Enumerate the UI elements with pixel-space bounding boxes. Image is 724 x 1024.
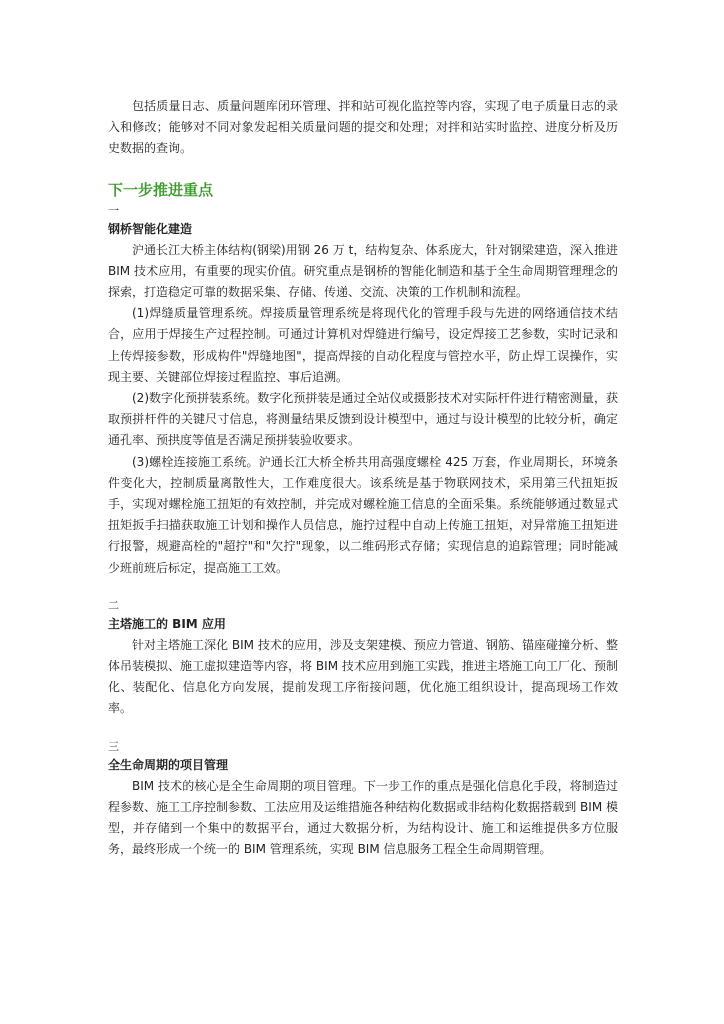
section-heading: 主塔施工的 BIM 应用	[108, 616, 226, 631]
intro-paragraph: 包括质量日志、质量问题库闭环管理、拌和站可视化监控等内容，实现了电子质量日志的录入和修改；能够对不同对象发起相关质量问题的提交和处理；对拌和站实时监控、进度分析及历史数据的查询。	[108, 99, 618, 156]
section-heading: 全生命周期的项目管理	[108, 757, 229, 772]
paragraph: 沪通长江大桥主体结构(钢梁)用钢 26 万 t，结构复杂、体系庞大，针对钢梁建造，深入推进 BIM 技术应用，有重要的现实价值。研究重点是钢桥的智能化制造和基于全生命周期管理理念的探索，打造稳定可靠的数据采集、存储、传递、交流、决策的工作机制和流程。	[108, 242, 618, 300]
section-3	[108, 740, 618, 861]
section-title: 下一步推进重点	[108, 180, 214, 199]
section-heading: 钢桥智能化建造	[108, 221, 193, 236]
section-number: 三	[108, 739, 119, 753]
section-2	[108, 599, 618, 720]
paragraph: (1)焊缝质量管理系统。焊接质量管理系统是将现代化的管理手段与先进的网络通信技术结合，应用于焊接生产过程控制。可通过计算机对焊缝进行编号，设定焊接工艺参数，实时记录和上传焊接参数，形成构件"焊缝地图"，提高焊接的自动化程度与管控水平，防止焊工误操作，实现主要、关键部位焊接过程监控、事后追溯。	[108, 306, 618, 384]
paragraph: 针对主塔施工深化 BIM 技术的应用，涉及支架建模、预应力管道、钢筋、锚座碰撞分析、整体吊装模拟、施工虚拟建造等内容，将 BIM 技术应用到施工实践，推进主塔施工向工厂化、预制化、装配化、信息化方向发展，提前发现工序衔接问题，优化施工组织设计，提高现场工作效率。	[108, 637, 618, 716]
section-number: 二	[108, 598, 119, 612]
section-number: 一	[108, 203, 119, 217]
paragraph: (2)数字化预拼装系统。数字化预拼装是通过全站仪或摄影技术对实际杆件进行精密测量，获取预拼杆件的关键尺寸信息，将测量结果反馈到设计模型中，通过与设计模型的比较分析，确定通孔率、预拱度等值是否满足预拼装验收要求。	[108, 391, 618, 448]
paragraph: (3)螺栓连接施工系统。沪通长江大桥全桥共用高强度螺栓 425 万套，作业周期长，环境条件变化大，控制质量离散性大，工作难度很大。该系统是基于物联网技术，采用第三代扭矩扳手，实现对螺栓施工扭矩的有效控制，并完成对螺栓施工信息的全面采集。系统能够通过数显式扭矩扳手扫描获取施工计划和操作人员信息，施拧过程中自动上传施工扭矩，对异常施工扭矩进行报警，规避高栓的"超拧"和"欠拧"现象，以二维码形式存储；实现信息的追踪管理；同时能减少班前班后标定，提高施工工效。	[108, 454, 618, 575]
section-1	[108, 204, 618, 579]
paragraph: BIM 技术的核心是全生命周期的项目管理。下一步工作的重点是强化信息化手段，将制造过程参数、施工工序控制参数、工法应用及运维措施各种结构化数据或非结构化数据搭载到 BIM 模型，并存储到一个集中的数据平台，通过大数据分析，为结构设计、施工和运维提供多方位服务，最终形成一个统一的 BIM 管理系统，实现 BIM 信息服务工程全生命周期管理。	[108, 778, 618, 857]
document-page	[108, 96, 618, 880]
